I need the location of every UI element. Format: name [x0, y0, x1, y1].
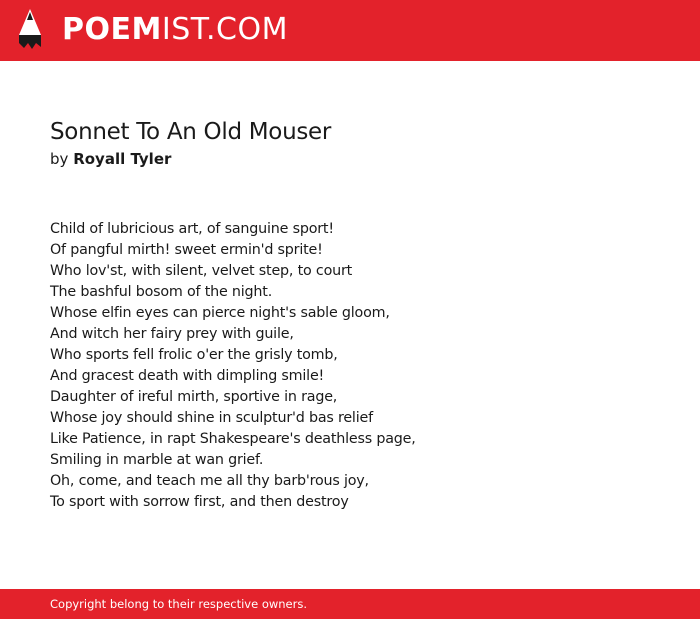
poem-line: Like Patience, in rapt Shakespeare's deathless page,	[50, 431, 416, 447]
poem-line: Child of lubricious art, of sanguine sport!	[50, 221, 334, 237]
brand-bold-text: POEM	[62, 12, 162, 47]
poem-body	[50, 219, 650, 513]
pencil-icon[interactable]	[16, 9, 44, 52]
poem-line: Of pangful mirth! sweet ermin'd sprite!	[50, 242, 323, 258]
poem-line: And witch her fairy prey with guile,	[50, 326, 294, 342]
brand-light-text: IST.COM	[161, 12, 288, 47]
poem-header	[50, 117, 650, 170]
poem-line: Who lov'st, with silent, velvet step, to court	[50, 263, 353, 279]
poem-line: Whose elfin eyes can pierce night's sable gloom,	[50, 305, 390, 321]
site-logo[interactable]	[62, 12, 288, 48]
poem-line: Smiling in marble at wan grief.	[50, 452, 264, 468]
author-name: Royall Tyler	[73, 150, 172, 168]
poem-line: To sport with sorrow first, and then destroy	[50, 494, 349, 510]
poem-line: Whose joy should shine in sculptur'd bas relief	[50, 410, 373, 426]
poem-line: And gracest death with dimpling smile!	[50, 368, 325, 384]
poem-title: Sonnet To An Old Mouser	[50, 119, 332, 145]
poem-line: Oh, come, and teach me all thy barb'rous joy,	[50, 473, 369, 489]
poem-line: Daughter of ireful mirth, sportive in rage,	[50, 389, 338, 405]
poem-line: Who sports fell frolic o'er the grisly tomb,	[50, 347, 338, 363]
by-label: by	[50, 150, 69, 168]
top-bar	[0, 0, 700, 61]
byline	[50, 148, 650, 170]
copyright-text: Copyright belong to their respective owners.	[50, 597, 308, 611]
poem-line: The bashful bosom of the night.	[50, 284, 273, 300]
footer	[0, 589, 700, 619]
